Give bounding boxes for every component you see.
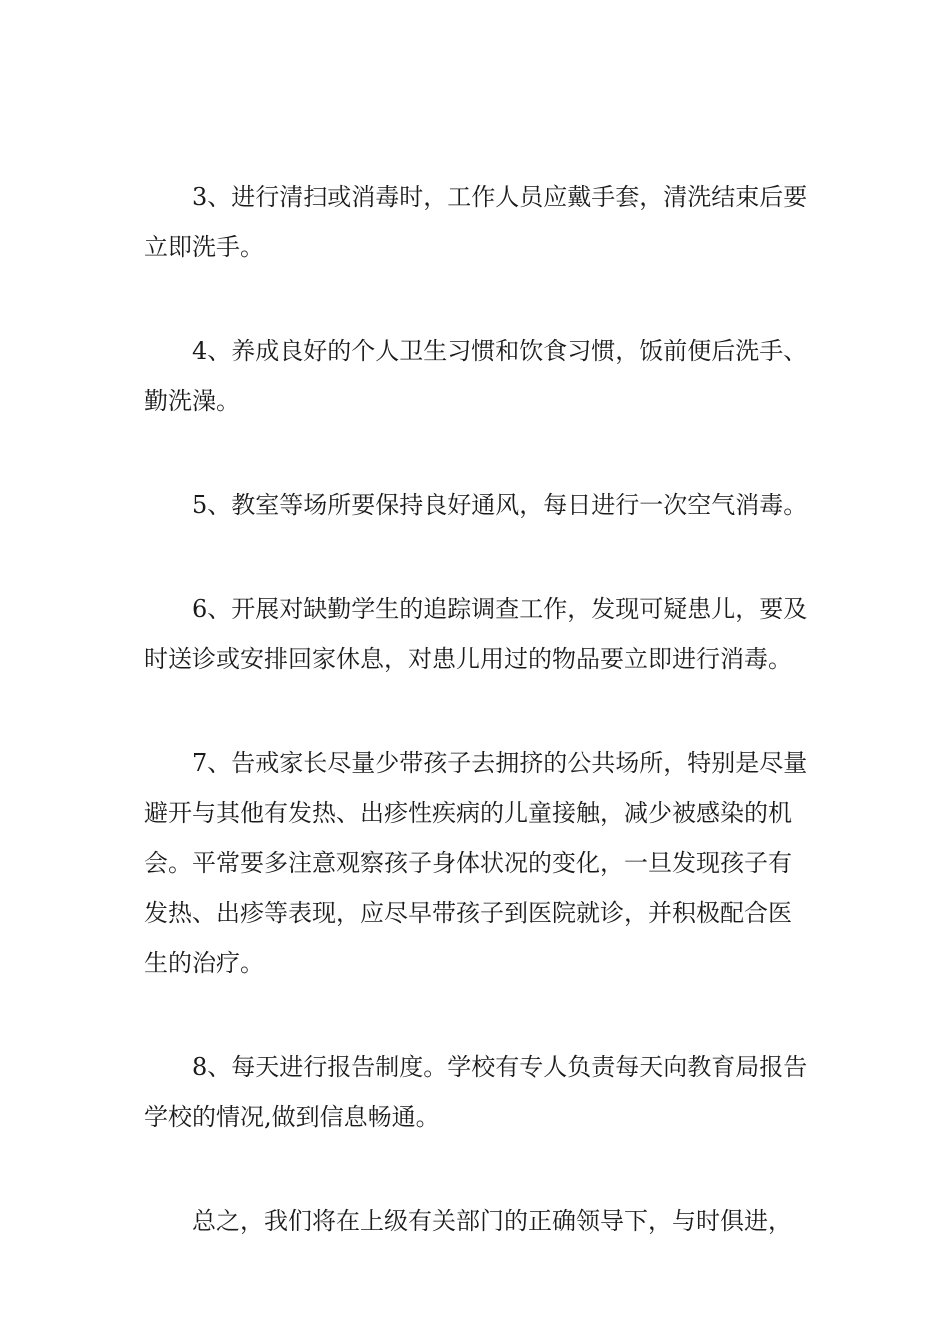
paragraph-item-6 (144, 584, 814, 684)
paragraph-item-3 (144, 172, 814, 272)
paragraph-line: 4、养成良好的个人卫生习惯和饮食习惯，饭前便后洗手、 (192, 337, 808, 365)
paragraph-line: 学校的情况,做到信息畅通。 (144, 1103, 440, 1131)
document-page (144, 172, 814, 1300)
paragraph-line: 生的治疗。 (144, 949, 264, 977)
paragraph-line: 时送诊或安排回家休息，对患儿用过的物品要立即进行消毒。 (144, 645, 792, 673)
paragraph-line: 6、开展对缺勤学生的追踪调查工作，发现可疑患儿，要及 (192, 595, 808, 623)
paragraph-line: 立即洗手。 (144, 233, 264, 261)
paragraph-line: 总之，我们将在上级有关部门的正确领导下，与时俱进， (192, 1207, 792, 1235)
paragraph-summary (144, 1196, 814, 1246)
paragraph-line: 5、教室等场所要保持良好通风，每日进行一次空气消毒。 (192, 491, 808, 519)
paragraph-line: 发热、出疹等表现，应尽早带孩子到医院就诊，并积极配合医 (144, 899, 792, 927)
paragraph-item-7 (144, 738, 814, 988)
paragraph-item-5 (144, 480, 814, 530)
paragraph-item-8 (144, 1042, 814, 1142)
paragraph-line: 勤洗澡。 (144, 387, 240, 415)
paragraph-line: 3、进行清扫或消毒时，工作人员应戴手套，清洗结束后要 (192, 183, 808, 211)
paragraph-line: 避开与其他有发热、出疹性疾病的儿童接触，减少被感染的机 (144, 799, 792, 827)
paragraph-line: 会。平常要多注意观察孩子身体状况的变化，一旦发现孩子有 (144, 849, 792, 877)
paragraph-line: 7、告戒家长尽量少带孩子去拥挤的公共场所，特别是尽量 (192, 749, 808, 777)
paragraph-line: 8、每天进行报告制度。学校有专人负责每天向教育局报告 (192, 1053, 808, 1081)
paragraph-item-4 (144, 326, 814, 426)
